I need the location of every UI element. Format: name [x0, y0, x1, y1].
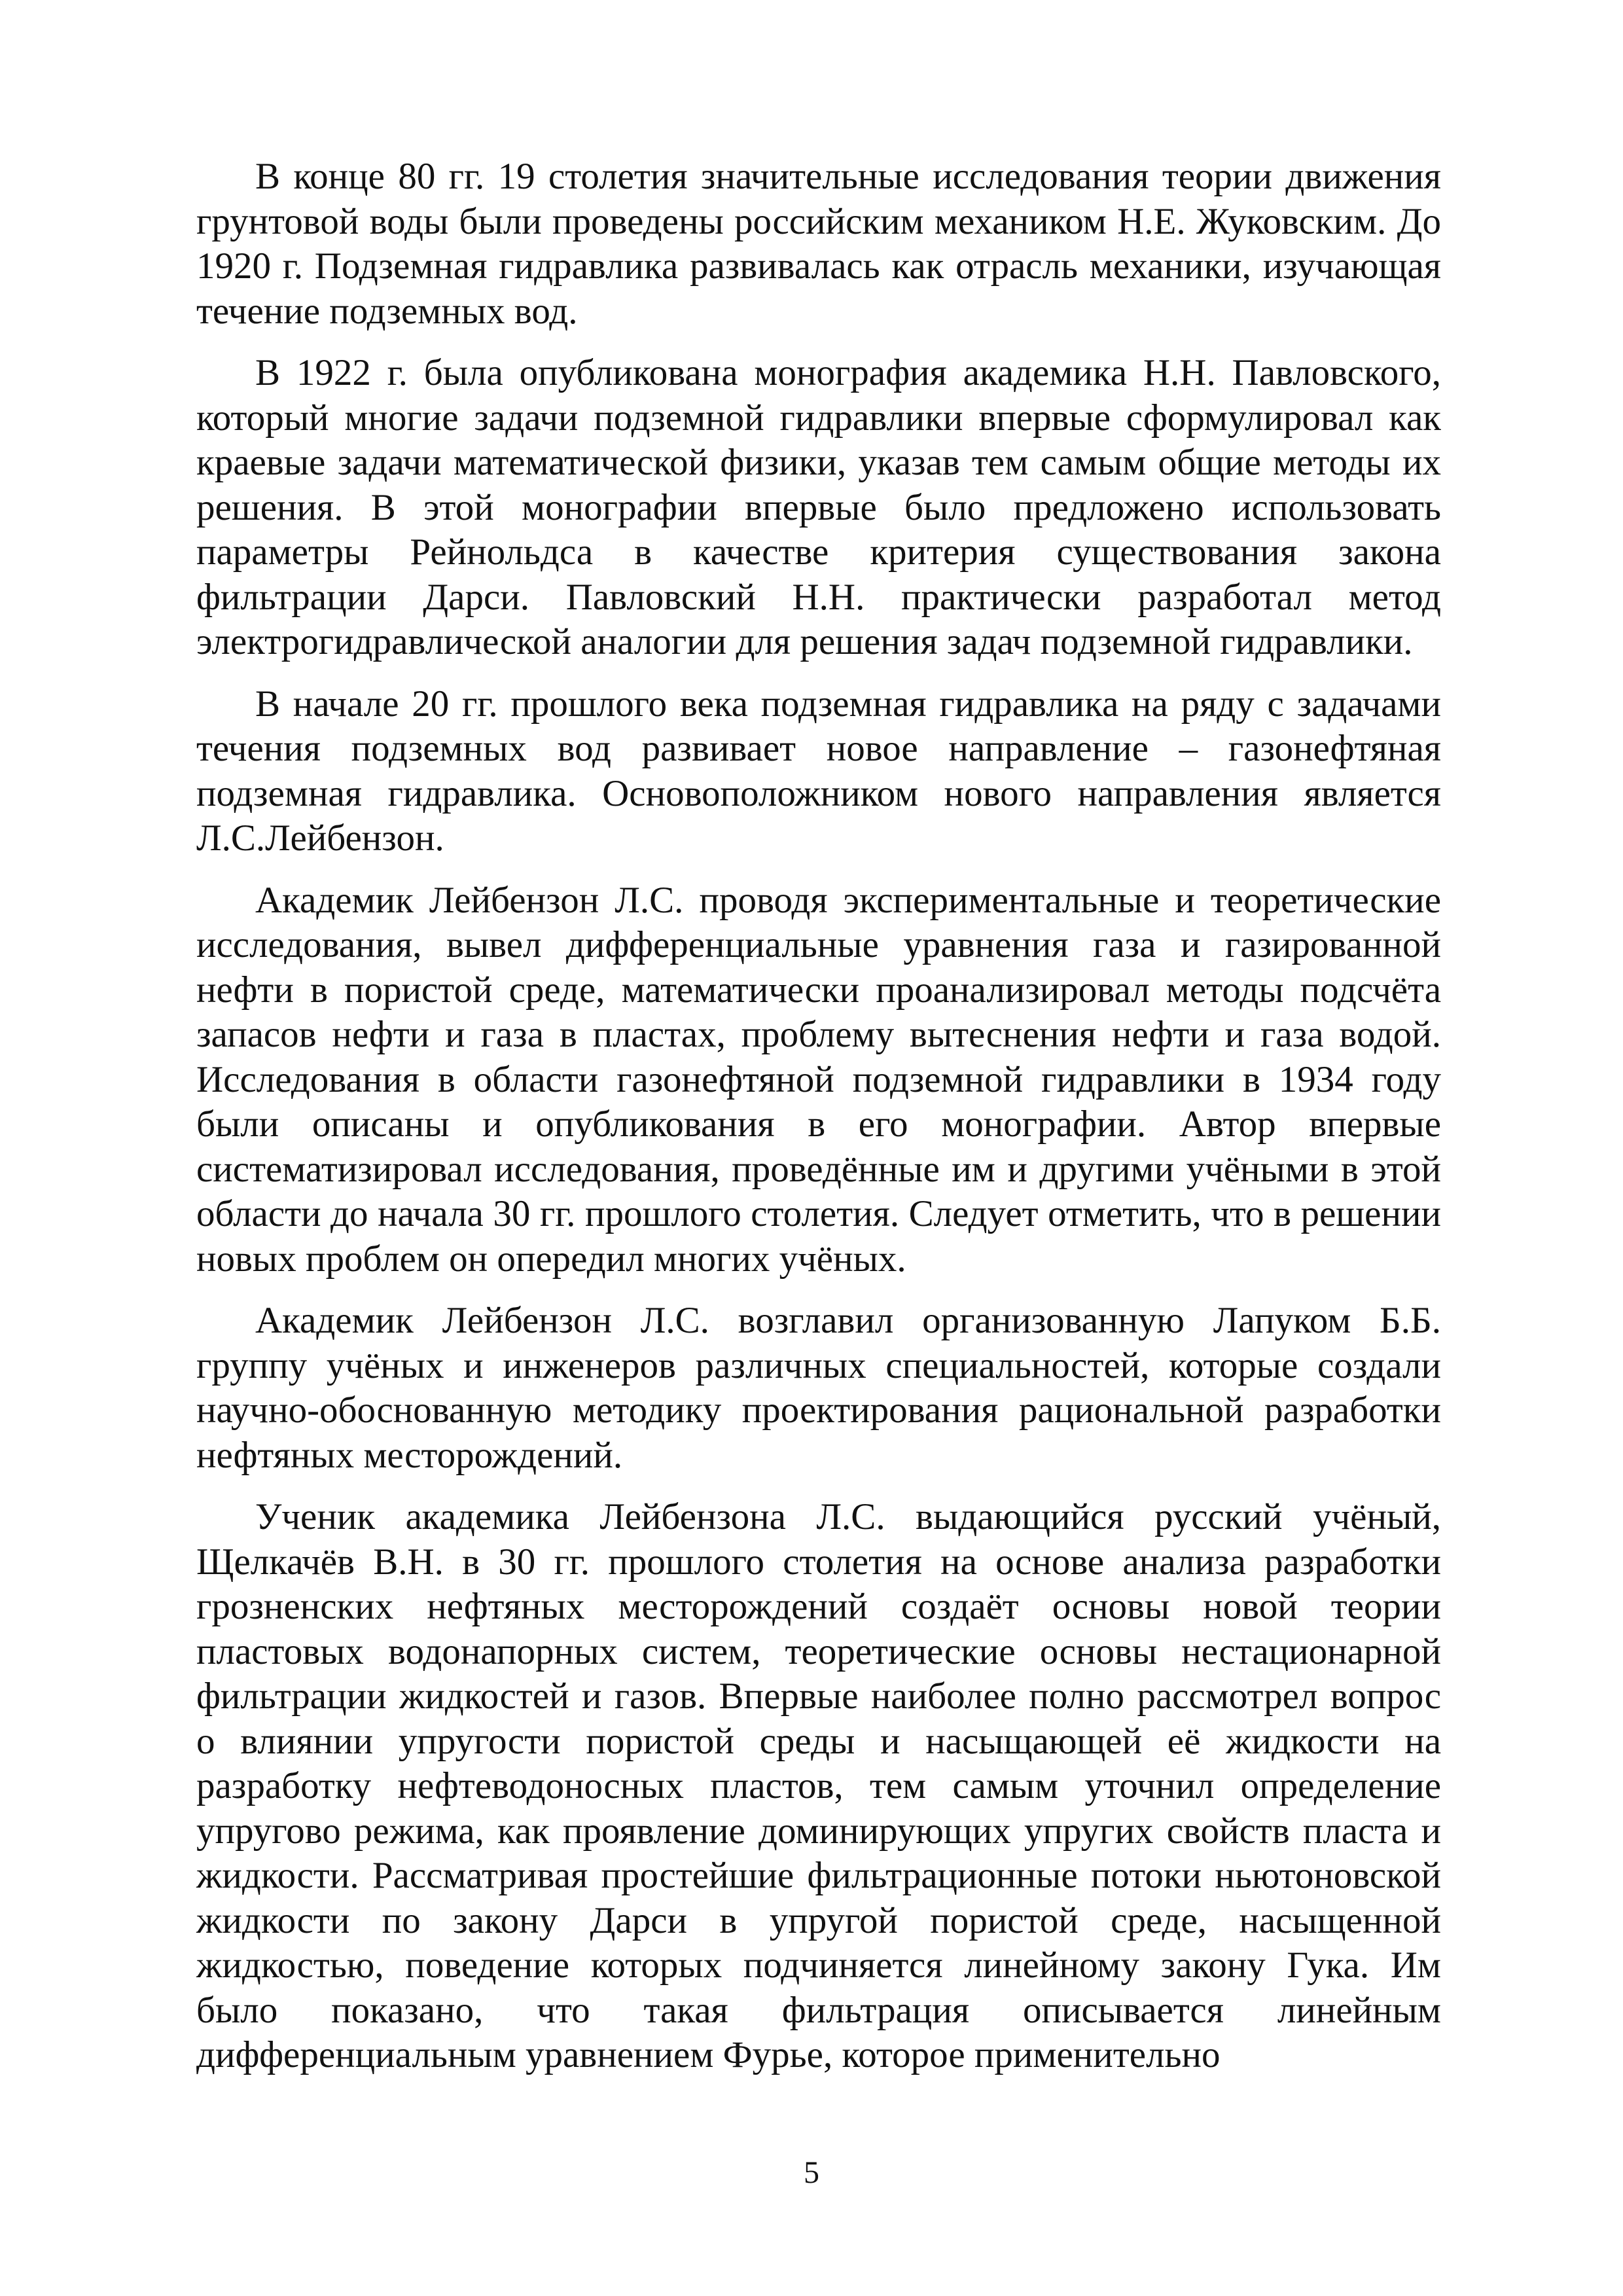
- paragraph-zhukovsky: В конце 80 гг. 19 столетия значительные исследования теории движения грунтовой воды были проведены российским механиком Н.Е. Жуковским. До 1920 г. Подземная гидравлика развивалась как отрасль механики, изучающая течение подземных вод.: [196, 156, 1441, 332]
- body-text: [196, 154, 1441, 2095]
- paragraph-pavlovsky: В 1922 г. была опубликована монография академика Н.Н. Павловского, который многие задачи подземной гидравлики впервые сформулировал как краевые задачи математической физики, указав тем самым общие методы их решения. В этой монографии впервые было предложено использовать параметры Рейнольдса в качестве критерия существования закона фильтрации Дарси. Павловский Н.Н. практически разработал метод электрогидравлической аналогии для решения задач подземной гидравлики.: [196, 352, 1441, 662]
- paragraph-leibenzon-group: Академик Лейбензон Л.С. возглавил организованную Лапуком Б.Б. группу учёных и инженеров различных специальностей, которые создали научно-обоснованную методику проектирования рациональной разработки нефтяных месторождений.: [196, 1300, 1441, 1476]
- paragraph-gas-oil-hydraulics: В начале 20 гг. прошлого века подземная гидравлика на ряду с задачами течения подземных вод развивает новое направление – газонефтяная подземная гидравлика. Основоположником нового направления является Л.С.Лейбензон.: [196, 683, 1441, 859]
- page-number: 5: [804, 2155, 819, 2190]
- paragraph-shchelkachev: Ученик академика Лейбензона Л.С. выдающийся русский учёный, Щелкачёв В.Н. в 30 гг. прошлого столетия на основе анализа разработки грозненских нефтяных месторождений создаёт основы новой теории пластовых водонапорных систем, теоретические основы нестационарной фильтрации жидкостей и газов. Впервые наиболее полно рассмотрел вопрос о влиянии упругости пористой среды и насыщающей её жидкости на разработку нефтеводоносных пластов, тем самым уточнил определение упругово режима, как проявление доминирующих упругих свойств пласта и жидкости. Рассматривая простейшие фильтрационные потоки ньютоновской жидкости по закону Дарси в упругой пористой среде, насыщенной жидкостью, поведение которых подчиняется линейному закону Гука. Им было показано, что такая фильтрация описывается линейным дифференциальным уравнением Фурье, которое применительно: [196, 1496, 1441, 2075]
- paragraph-leibenzon-research: Академик Лейбензон Л.С. проводя экспериментальные и теоретические исследования, вывел дифференциальные уравнения газа и газированной нефти в пористой среде, математически проанализировал методы подсчёта запасов нефти и газа в пластах, проблему вытеснения нефти и газа водой. Исследования в области газонефтяной подземной гидравлики в 1934 году были описаны и опубликования в его монографии. Автор впервые систематизировал исследования, проведённые им и другими учёными в этой области до начала 30 гг. прошлого столетия. Следует отметить, что в решении новых проблем он опередил многих учёных.: [196, 879, 1441, 1280]
